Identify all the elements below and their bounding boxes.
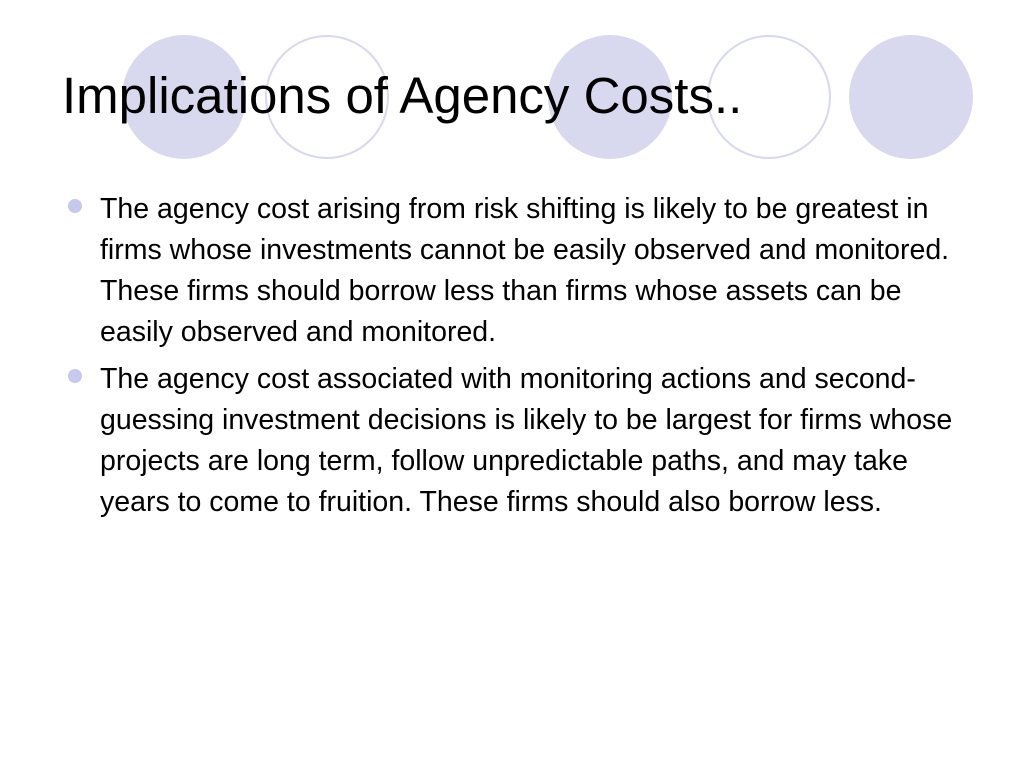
bullet-list (66, 189, 966, 529)
decorative-circle-5 (849, 35, 973, 159)
bullet-text: The agency cost arising from risk shifting is likely to be greatest in firms whose investments cannot be easily observed and monitored. These firms should borrow less than firms whose assets can be easily observed and monitored. (100, 193, 950, 348)
bullet-item (66, 359, 966, 523)
slide-title: Implications of Agency Costs.. (62, 67, 743, 124)
bullet-icon (68, 199, 82, 213)
bullet-icon (68, 369, 82, 383)
bullet-item (66, 189, 966, 353)
bullet-text: The agency cost associated with monitoring actions and second-guessing investment decisions is likely to be largest for firms whose projects are long term, follow unpredictable paths, and may take years to come to fruition. These firms should also borrow less. (100, 363, 953, 518)
